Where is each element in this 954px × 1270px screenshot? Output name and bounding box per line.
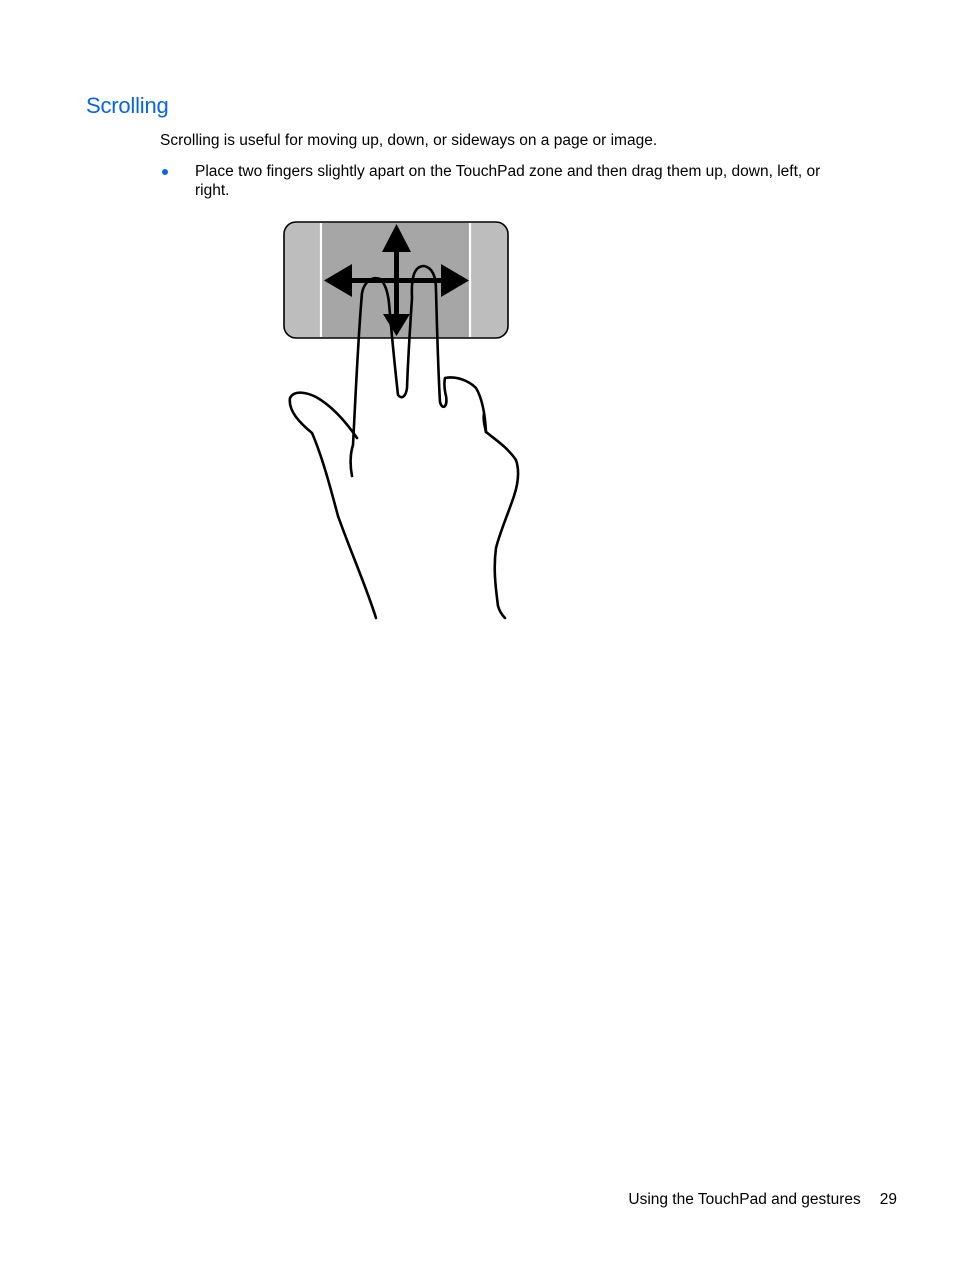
page-footer (628, 1190, 897, 1210)
footer-chapter-title: Using the TouchPad and gestures (628, 1191, 861, 1208)
list-item-text: Place two fingers slightly apart on the TouchPad zone and then drag them up, down, left, or right. (195, 163, 821, 199)
intro-paragraph: Scrolling is useful for moving up, down, or sideways on a page or image. (160, 132, 658, 149)
two-finger-scroll-illustration (280, 218, 525, 623)
instruction-list (160, 162, 860, 200)
page-number: 29 (879, 1191, 897, 1208)
list-item (160, 162, 860, 200)
section-heading: Scrolling (86, 93, 169, 118)
bullet-icon (162, 169, 168, 175)
